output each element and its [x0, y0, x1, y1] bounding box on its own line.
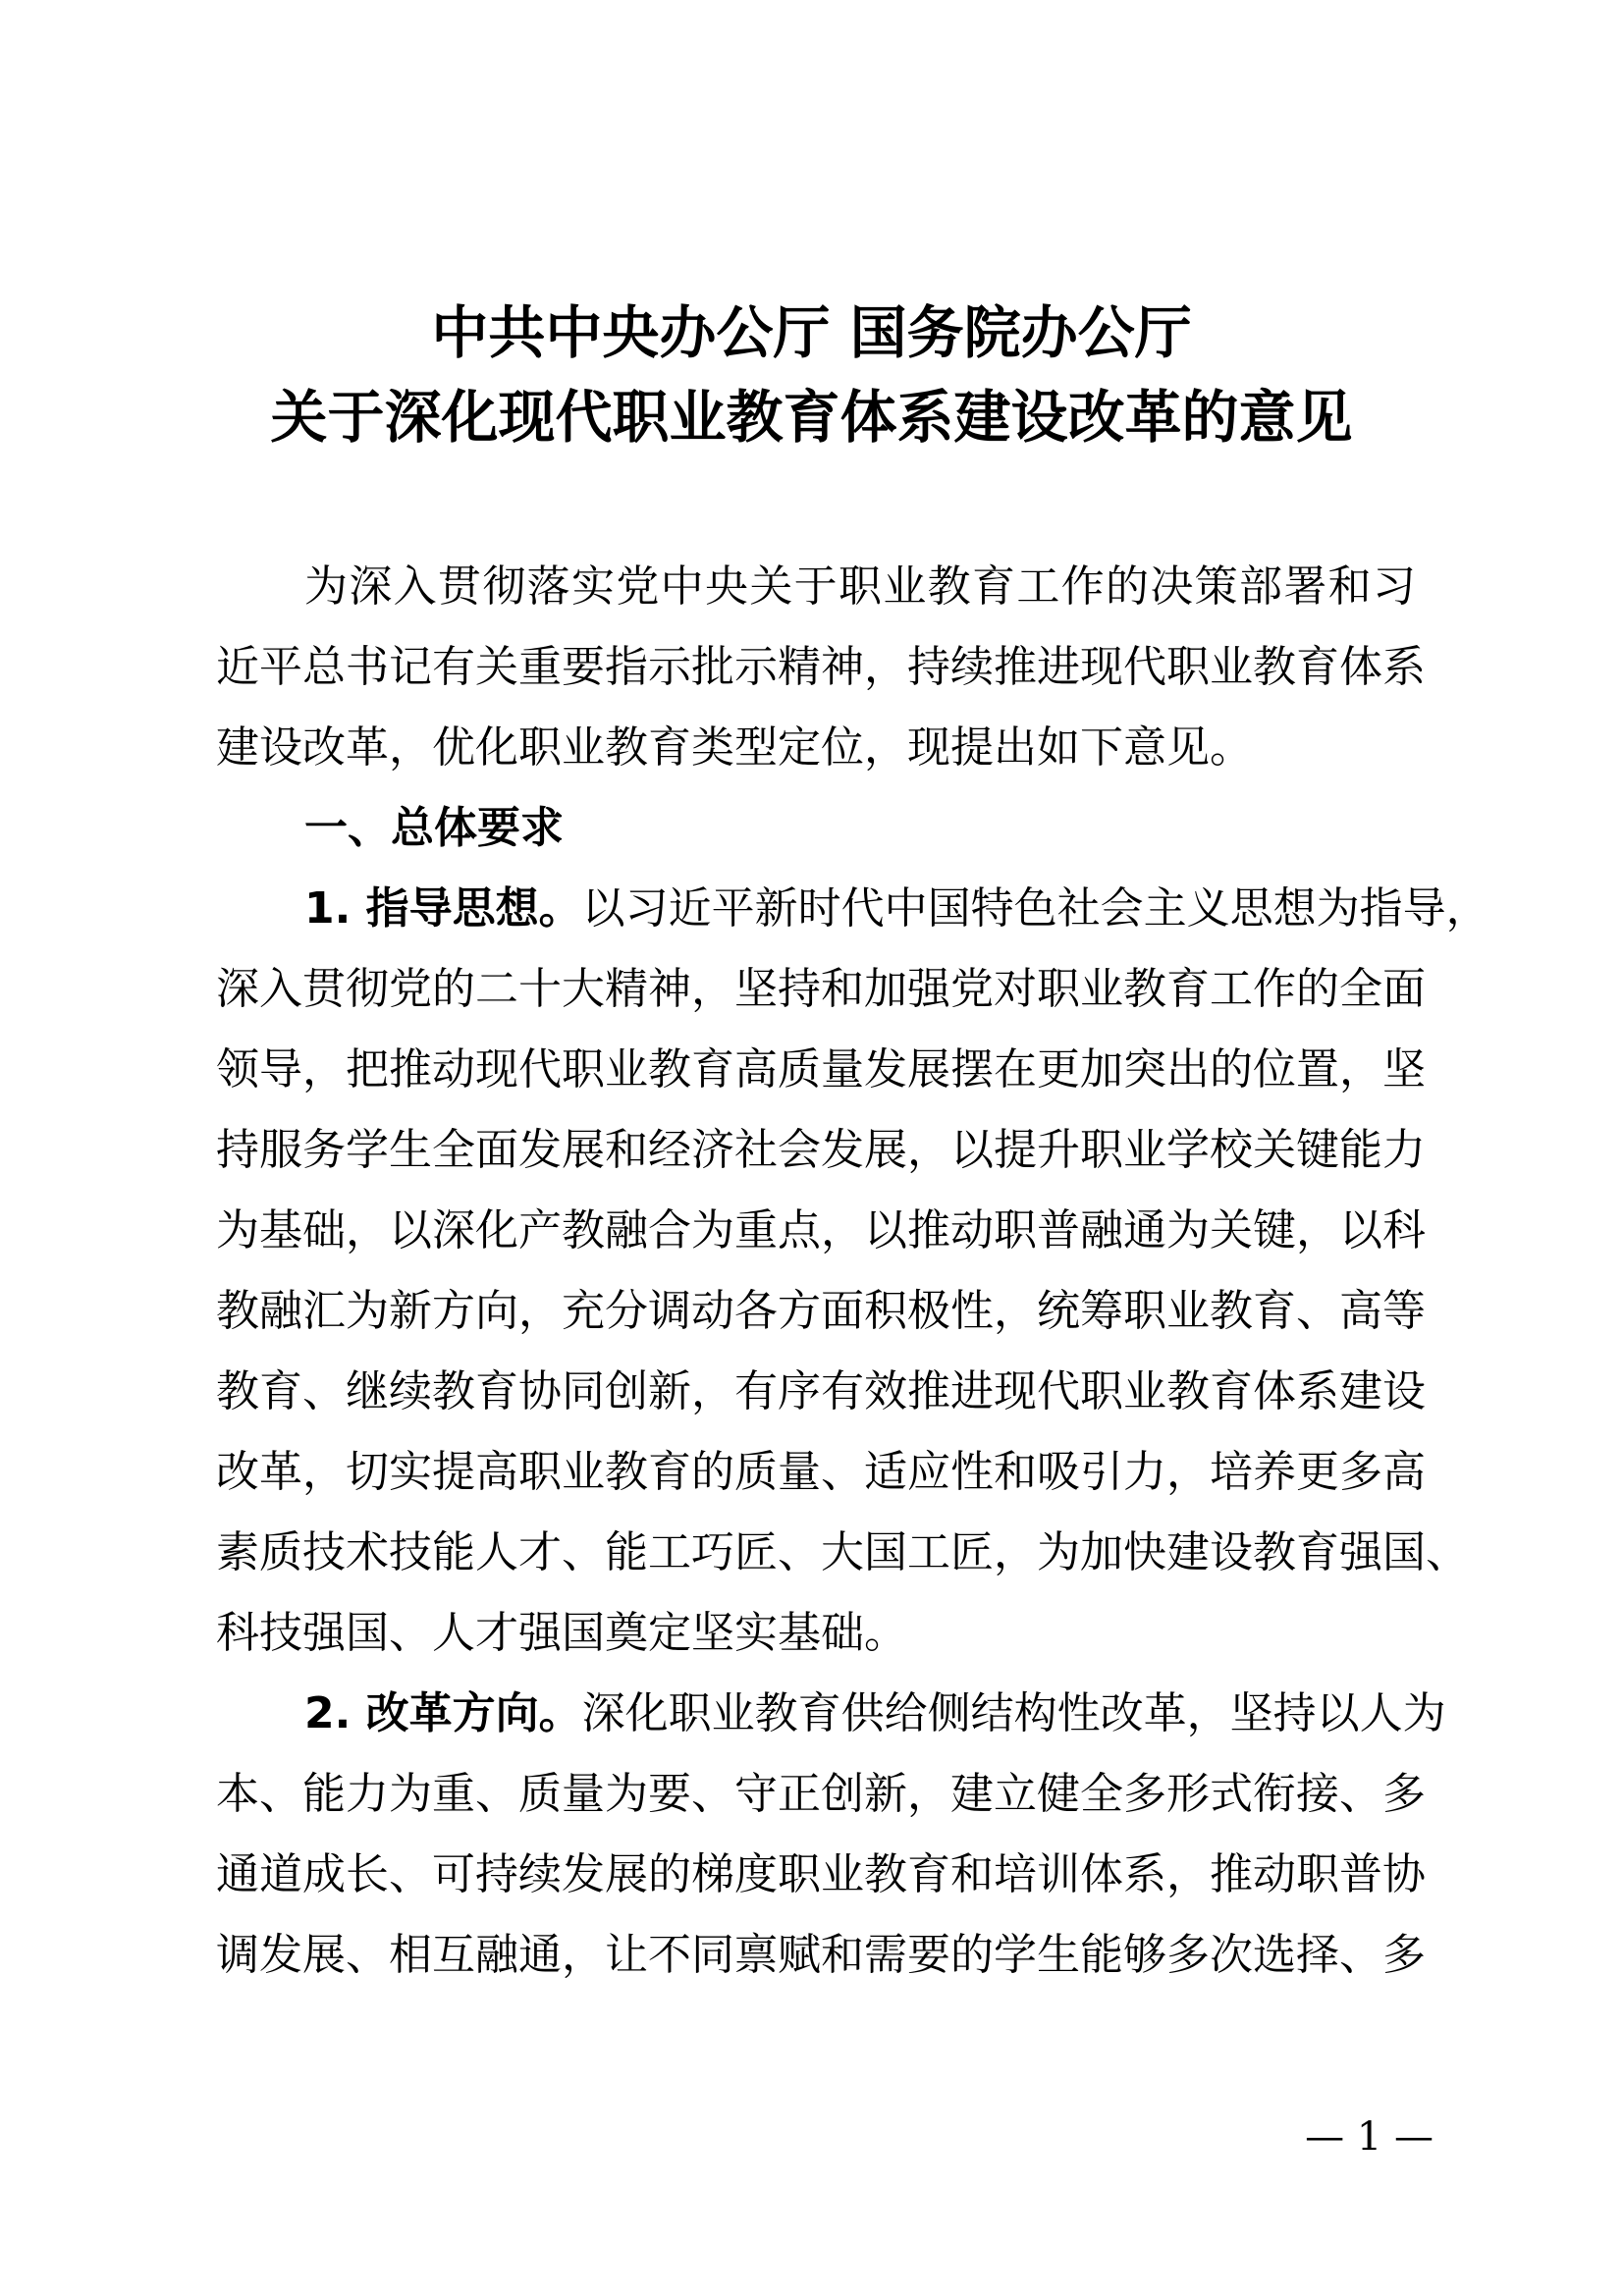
item-2-line: 通道成长、可持续发展的梯度职业教育和培训体系，推动职普协 [216, 1849, 1426, 1899]
section-heading: 一、总体要求 [304, 803, 564, 853]
intro-line: 近平总书记有关重要指示批示精神，持续推进现代职业教育体系 [216, 642, 1426, 692]
item-2-first-line-rest: 深化职业教育供给侧结构性改革，坚持以人为 [581, 1688, 1446, 1738]
item-2-line: 本、能力为重、质量为要、守正创新，建立健全多形式衔接、多 [216, 1769, 1426, 1819]
item-1-line: 为基础，以深化产教融合为重点，以推动职普融通为关键，以科 [216, 1205, 1426, 1255]
item-2-line: 调发展、相互融通，让不同禀赋和需要的学生能够多次选择、多 [216, 1930, 1426, 1980]
document-title-line-2: 关于深化现代职业教育体系建设改革的意见 [270, 384, 1353, 451]
intro-line: 建设改革，优化职业教育类型定位，现提出如下意见。 [216, 722, 1253, 773]
item-1-line: 教育、继续教育协同创新，有序有效推进现代职业教育体系建设 [216, 1366, 1426, 1416]
item-1-line: 教融汇为新方向，充分调动各方面积极性，统筹职业教育、高等 [216, 1286, 1426, 1336]
item-1-line: 持服务学生全面发展和经济社会发展，以提升职业学校关键能力 [216, 1125, 1426, 1175]
item-2-first-line [304, 1684, 1446, 1743]
page-number: — 1 — [1305, 2114, 1434, 2160]
intro-line: 为深入贯彻落实党中央关于职业教育工作的决策部署和习 [304, 561, 1416, 612]
document-title-line-1: 中共中央办公厅 国务院办公厅 [431, 299, 1192, 366]
item-1-line: 科技强国、人才强国奠定坚实基础。 [216, 1608, 907, 1658]
item-1-line: 改革，切实提高职业教育的质量、适应性和吸引力，培养更多高 [216, 1447, 1426, 1497]
item-1-first-line [304, 880, 1489, 938]
item-1-lead: 1. 指导思想。 [304, 883, 582, 934]
item-1-line: 深入贯彻党的二十大精神，坚持和加强党对职业教育工作的全面 [216, 964, 1426, 1014]
item-1-line: 领导，把推动现代职业教育高质量发展摆在更加突出的位置，坚 [216, 1044, 1426, 1095]
item-2-lead: 2. 改革方向。 [304, 1688, 582, 1738]
item-1-line: 素质技术技能人才、能工巧匠、大国工匠，为加快建设教育强国、 [216, 1527, 1469, 1577]
item-1-first-line-rest: 以习近平新时代中国特色社会主义思想为指导， [581, 883, 1489, 934]
